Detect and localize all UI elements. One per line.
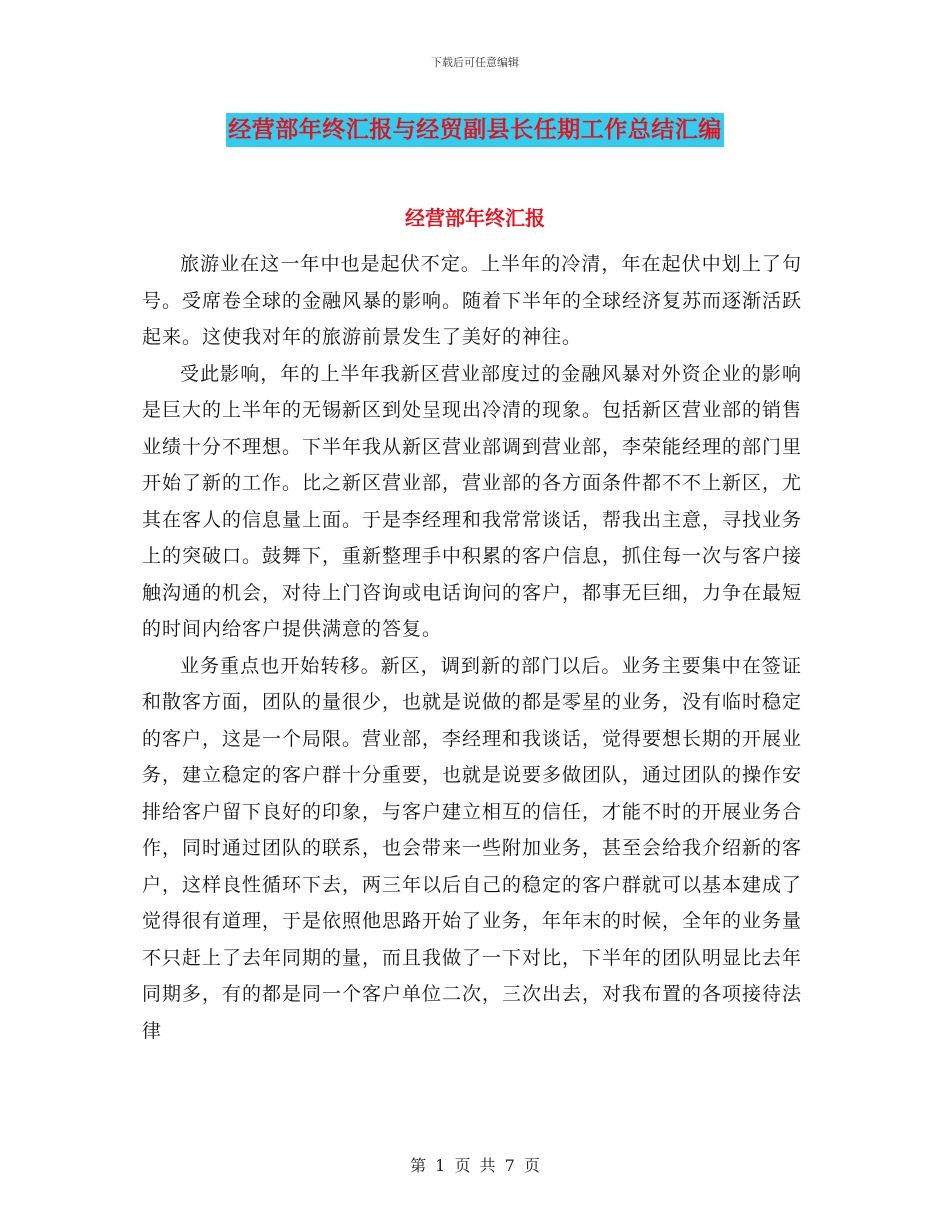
page-number: 第 1 页 共 7 页 <box>410 1156 540 1175</box>
document-title-container <box>0 113 950 147</box>
section-title: 经营部年终汇报 <box>405 206 545 230</box>
header-note: 下载后可任意编辑 <box>431 56 519 69</box>
paragraph: 业务重点也开始转移。新区，调到新的部门以后。业务主要集中在签证和散客方面，团队的量很少，也就是说做的都是零星的业务，没有临时稳定的客户，这是一个局限。营业部，李经理和我谈话，觉得要想长期的开展业务，建立稳定的客户群十分重要，也就是说要多做团队，通过团队的操作安排给客户留下良好的印象，与客户建立相互的信任，才能不时的开展业务合作，同时通过团队的联系，也会带来一些附加业务，甚至会给我介绍新的客户，这样良性循环下去，两三年以后自己的稳定的客户群就可以基本建成了觉得很有道理，于是依照他思路开始了业务，年年末的时候，全年的业务量不只赶上了去年同期的量，而且我做了一下对比，下半年的团队明显比去年同期多，有的都是同一个客户单位二次，三次出去，对我布置的各项接待法律 <box>142 654 803 1042</box>
document-title: 经营部年终汇报与经贸副县长任期工作总结汇编 <box>226 113 724 147</box>
paragraph: 旅游业在这一年中也是起伏不定。上半年的冷清，年在起伏中划上了句号。受席卷全球的金融风暴的影响。随着下半年的全球经济复苏而逐渐活跃起来。这使我对年的旅游前景发生了美好的神往。 <box>142 253 803 348</box>
paragraph: 受此影响，年的上半年我新区营业部度过的金融风暴对外资企业的影响是巨大的上半年的无锡新区到处呈现出冷清的现象。包括新区营业部的销售业绩十分不理想。下半年我从新区营业部调到营业部，李荣能经理的部门里开始了新的工作。比之新区营业部，营业部的各方面条件都不不上新区，尤其在客人的信息量上面。于是李经理和我常常谈话，帮我出主意，寻找业务上的突破口。鼓舞下，重新整理手中积累的客户信息，抓住每一次与客户接触沟通的机会，对待上门咨询或电话询问的客户，都事无巨细，力争在最短的时间内给客户提供满意的答复。 <box>142 362 803 640</box>
document-body <box>142 246 802 1049</box>
